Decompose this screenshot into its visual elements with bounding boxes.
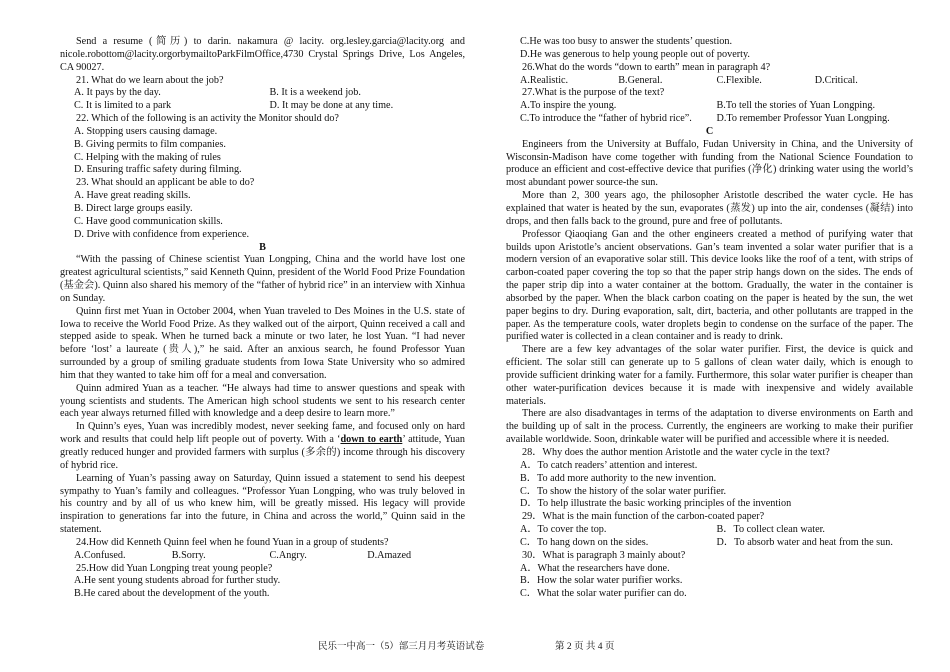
- question-21-options-row2: [60, 100, 465, 113]
- question-22-option-a[interactable]: A. Stopping users causing damage.: [74, 125, 218, 137]
- question-26-options: [506, 75, 913, 88]
- left-column: [60, 36, 465, 601]
- question-22-option-b[interactable]: B. Giving permits to film companies.: [74, 138, 226, 150]
- question-25-option-b[interactable]: B.He cared about the development of the youth.: [74, 588, 270, 600]
- question-21-option-a[interactable]: A. It pays by the day.: [74, 87, 161, 99]
- passage-c-paragraph-1: Engineers from the University at Buffalo, Fudan University in China, and the University of Wisconsin-Madison have come together with funding from the National Science Foundation to produce an efficient and cost-effective device that purifies (净化) drinking water using the world’s most abundant power source-the sun.: [506, 138, 913, 189]
- passage-c-paragraph-2: More than 2, 300 years ago, the philosopher Aristotle described the water cycle. He has explained that water is heated by the sun, evaporates (蒸发) up into the air, condenses (凝结) into drops, and then falls back to the ground, pure and free of pollutants.: [506, 190, 913, 227]
- question-28-stem: 28．Why does the author mention Aristotle and the water cycle in the text?: [522, 447, 830, 458]
- passage-c-paragraph-3: Professor Qiaoqiang Gan and the other engineers created a method of purifying water that builds upon Aristotle’s ancient observations. Gan’s team invented a solar water purifier that is a modern version of an evaporative solar still. This device looks like the roof of a tent, with strips of carbon-coated paper covering the top so that the paper strip hangs down on the sides. The ends of the paper strip dip into a water container at the bottom. Gradually, the water in the container is absorbed by the paper. When the black carbon coating on the paper is heated by the sun, the wet paper begins to dry. During evaporation, salt, dirt, bacteria, and other pollutants are trapped in the paper. As the temperature cools, water droplets begin to condense on the surface of the paper. The purified water is collected in a clean container and is ready to drink.: [506, 228, 913, 343]
- question-30-option-c[interactable]: C．What the solar water purifier can do.: [520, 588, 687, 600]
- question-27-stem: 27.What is the purpose of the text?: [522, 87, 665, 99]
- question-25-option-d[interactable]: D.He was generous to help young people out of poverty.: [520, 48, 750, 60]
- page-number-footer: 第 2 页 共 4 页: [555, 642, 615, 652]
- question-29-options-row2: [506, 537, 913, 550]
- question-27-options-row1: [506, 100, 913, 113]
- passage-b-paragraph-4: [60, 421, 465, 472]
- question-28-option-a[interactable]: A．To catch readers’ attention and interest.: [520, 459, 698, 471]
- passage-b-paragraph-3: Quinn admired Yuan as a teacher. “He always had time to answer questions and speak with young scientists and students. The American high school students we sent to his research center each year always returned filled with knowledge and a deep desire to learn more.”: [60, 382, 465, 420]
- question-28-option-c[interactable]: C．To show the history of the solar water purifier.: [520, 485, 727, 497]
- question-25-option-c[interactable]: C.He was too busy to answer the students’ question.: [520, 36, 733, 47]
- question-23-stem: 23. What should an applicant be able to do?: [76, 177, 255, 189]
- resume-instructions: Send a resume (简历) to darin. nakamura @ lacity. org.lesley.garcia@lacity.org and nicole.robottom@lacity.orgorbymailtoParkFilmOffice,4730 Crystal Springs Drive, Los Angeles, CA 90027.: [60, 36, 465, 73]
- question-26-option-a[interactable]: A.Realistic.: [520, 74, 569, 86]
- question-30-option-b[interactable]: B．How the solar water purifier works.: [520, 575, 683, 587]
- question-21-option-b[interactable]: B. It is a weekend job.: [269, 87, 361, 99]
- question-24-option-c[interactable]: C.Angry.: [269, 549, 307, 561]
- question-22-option-c[interactable]: C. Helping with the making of rules: [74, 151, 221, 163]
- question-29-option-a[interactable]: A．To cover the top.: [520, 524, 607, 536]
- question-26-option-b[interactable]: B.General.: [618, 74, 663, 86]
- question-21-option-c[interactable]: C. It is limited to a park: [74, 100, 172, 112]
- passage-c-paragraph-5: There are also disadvantages in terms of the adaptation to diverse environments on Earth and the building up of salt in the process. Currently, the engineers are working to make their purifier available worldwide. Soon, drinkable water will be purified and accessible where it is needed.: [506, 408, 913, 446]
- question-28-option-d[interactable]: D．To help illustrate the basic working principles of the invention: [520, 498, 792, 510]
- passage-b-paragraph-1: “With the passing of Chinese scientist Yuan Longping, China and the world have lost one greatest agricultural scientists,” said Kenneth Quinn, president of the World Food Prize Foundation (基金会). Quinn also shared his memory of the “father of hybrid rice” in an interview with Xinhua on Sunday.: [60, 254, 465, 304]
- question-24-option-d[interactable]: D.Amazed: [367, 549, 412, 561]
- question-26-stem: 26.What do the words “down to earth” mean in paragraph 4?: [522, 61, 771, 73]
- question-21-option-d[interactable]: D. It may be done at any time.: [269, 100, 394, 112]
- question-29-option-b[interactable]: B．To collect clean water.: [716, 524, 825, 536]
- question-29-option-d[interactable]: D．To absorb water and heat from the sun.: [716, 536, 893, 548]
- question-27-option-a[interactable]: A.To inspire the young.: [520, 100, 617, 112]
- passage-b-paragraph-5: Learning of Yuan’s passing away on Saturday, Quinn issued a statement to send his deepest sympathy to Yuan’s family and colleagues. “Professor Yuan Longping, who was truly beloved in his country and by all of us who knew him, will be greatly missed. His legacy will provide inspiration to generations far into the future, in China and across the world,” Quinn said in the statement.: [60, 472, 465, 536]
- question-23-option-b[interactable]: B. Direct large groups easily.: [74, 202, 193, 214]
- down-to-earth-underlined: down to earth: [340, 434, 403, 446]
- question-24-stem: 24.How did Kenneth Quinn feel when he found Yuan in a group of students?: [76, 536, 389, 548]
- question-27-option-d[interactable]: D.To remember Professor Yuan Longping.: [716, 113, 890, 125]
- passage-b-paragraph-2: Quinn first met Yuan in October 2004, when Yuan traveled to Des Moines in the U.S. state of Iowa to receive the World Food Prize. As they walked out of the airport, Quinn received a call and stepped aside to speak. When he turned back a minute or two later, he lost Yuan. “I had never before ‘lost’ a laureate (贵人),” he said. After an anxious search, he found Professor Yuan surrounded by a group of smiling graduate students from Iowa State University who so admired him that they wanted to take him off for a meal and conversation.: [60, 305, 465, 381]
- question-22-stem: 22. Which of the following is an activity the Monitor should do?: [76, 113, 339, 125]
- question-22-option-d[interactable]: D. Ensuring traffic safety during filming.: [74, 164, 242, 176]
- passage-b-paragraph-4-end: ’ attitude, Yuan greatly reduced hunger and provided farmers with surplus (多余的) income through his discovery of hybrid rice.: [60, 434, 466, 471]
- question-29-stem: 29．What is the main function of the carbon-coated paper?: [522, 511, 765, 523]
- question-26-option-c[interactable]: C.Flexible.: [716, 74, 762, 86]
- question-21-stem: 21. What do we learn about the job?: [76, 74, 224, 86]
- question-28-option-b[interactable]: B．To add more authority to the new invention.: [520, 472, 717, 484]
- question-29-option-c[interactable]: C．To hang down on the sides.: [520, 536, 649, 548]
- section-c-heading: C: [705, 125, 714, 137]
- passage-b-paragraph-4-start: In Quinn’s eyes, Yuan was incredibly modest, never seeking fame, and focused only on hard work and results that could help lift people out of poverty. With a ‘: [60, 421, 465, 446]
- question-26-option-d[interactable]: D.Critical.: [814, 74, 858, 86]
- section-b-heading: B: [259, 241, 266, 253]
- question-27-options-row2: [506, 113, 913, 126]
- exam-title-footer: 民乐一中高一（5）部三月月考英语试卷: [318, 642, 485, 652]
- question-25-stem: 25.How did Yuan Longping treat young people?: [76, 562, 273, 574]
- question-24-option-a[interactable]: A.Confused.: [74, 549, 126, 561]
- passage-c-paragraph-4: There are a few key advantages of the solar water purifier. First, the device is quick and efficient. The solar still can generate up to 5 gallons of clean water daily, which is enough to provide sufficient drinking water for a family. Furthermore, this solar water purifier is cheaper than other water-purification devices because it is made with inexpensive and widely available materials.: [506, 344, 913, 407]
- question-30-option-a[interactable]: A．What the researchers have done.: [520, 562, 670, 574]
- question-27-option-c[interactable]: C.To introduce the “father of hybrid rice”.: [520, 113, 692, 125]
- question-27-option-b[interactable]: B.To tell the stories of Yuan Longping.: [716, 100, 875, 112]
- question-24-options: [60, 550, 465, 563]
- question-30-stem: 30．What is paragraph 3 mainly about?: [522, 549, 686, 561]
- question-23-option-c[interactable]: C. Have good communication skills.: [74, 215, 223, 227]
- question-21-options-row1: [60, 87, 465, 100]
- question-25-option-a[interactable]: A.He sent young students abroad for further study.: [74, 575, 281, 587]
- question-24-option-b[interactable]: B.Sorry.: [171, 549, 206, 561]
- question-23-option-d[interactable]: D. Drive with confidence from experience.: [74, 228, 250, 240]
- question-29-options-row1: [506, 524, 913, 537]
- right-column: [506, 36, 913, 601]
- question-23-option-a[interactable]: A. Have great reading skills.: [74, 190, 191, 202]
